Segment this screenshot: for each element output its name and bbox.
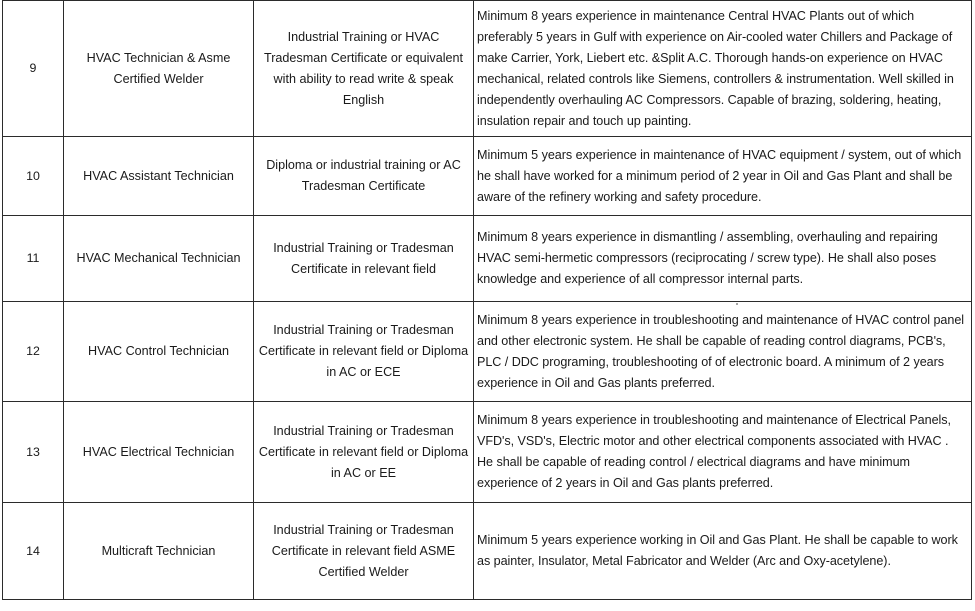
job-title: HVAC Assistant Technician (64, 137, 254, 216)
qualification: Industrial Training or HVAC Tradesman Certificate or equivalent with ability to read write & speak English (254, 1, 474, 137)
qualification: Diploma or industrial training or AC Tradesman Certificate (254, 137, 474, 216)
experience-requirement: Minimum 8 years experience in dismantling / assembling, overhauling and repairing HVAC semi-hermetic compressors (reciprocating / screw type). He shall also poses knowledge and experience of all compressor internal parts. (474, 216, 972, 302)
table-row (3, 216, 972, 302)
row-number: 14 (3, 503, 64, 600)
job-title: Multicraft Technician (64, 503, 254, 600)
table-row (3, 503, 972, 600)
qualification: Industrial Training or Tradesman Certificate in relevant field or Diploma in AC or EE (254, 402, 474, 503)
job-title: HVAC Technician & Asme Certified Welder (64, 1, 254, 137)
table-row (3, 137, 972, 216)
experience-requirement: Minimum 8 years experience in troubleshooting and maintenance of HVAC control panel and other electronic system. He shall be capable of reading control diagrams, PCB's, PLC / DDC programing, troubleshooting of of electronic board. A minimum of 2 years experience in Oil and Gas plants preferred. (474, 302, 972, 402)
experience-requirement: Minimum 8 years experience in troubleshooting and maintenance of Electrical Panels, VFD's, VSD's, Electric motor and other electrical components associated with HVAC . He shall be capable of reading control / electrical diagrams and have minimum experience of 2 years in Oil and Gas plants preferred. (474, 402, 972, 503)
experience-requirement: Minimum 8 years experience in maintenance Central HVAC Plants out of which preferably 5 years in Gulf with experience on Air-cooled water Chillers and Package of make Carrier, York, Liebert etc. &Split A.C. Thorough hands-on experience on HVAC mechanical, related controls like Siemens, controllers & instrumentation. Well skilled in independently overhauling AC Compressors. Capable of brazing, soldering, heating, insulation repair and touch up painting. (474, 1, 972, 137)
table-row (3, 302, 972, 402)
qualification: Industrial Training or Tradesman Certificate in relevant field (254, 216, 474, 302)
row-number: 13 (3, 402, 64, 503)
experience-requirement: Minimum 5 years experience working in Oil and Gas Plant. He shall be capable to work as painter, Insulator, Metal Fabricator and Welder (Arc and Oxy-acetylene). (474, 503, 972, 600)
scan-speck (736, 303, 738, 305)
row-number: 9 (3, 1, 64, 137)
table-row (3, 1, 972, 137)
qualification: Industrial Training or Tradesman Certificate in relevant field or Diploma in AC or ECE (254, 302, 474, 402)
table-row (3, 402, 972, 503)
row-number: 11 (3, 216, 64, 302)
row-number: 12 (3, 302, 64, 402)
job-title: HVAC Electrical Technician (64, 402, 254, 503)
requirements-table (2, 0, 972, 600)
row-number: 10 (3, 137, 64, 216)
job-title: HVAC Control Technician (64, 302, 254, 402)
experience-requirement: Minimum 5 years experience in maintenance of HVAC equipment / system, out of which he shall have worked for a minimum period of 2 year in Oil and Gas Plant and shall be aware of the refinery working and safety procedure. (474, 137, 972, 216)
qualification: Industrial Training or Tradesman Certificate in relevant field ASME Certified Welder (254, 503, 474, 600)
job-title: HVAC Mechanical Technician (64, 216, 254, 302)
